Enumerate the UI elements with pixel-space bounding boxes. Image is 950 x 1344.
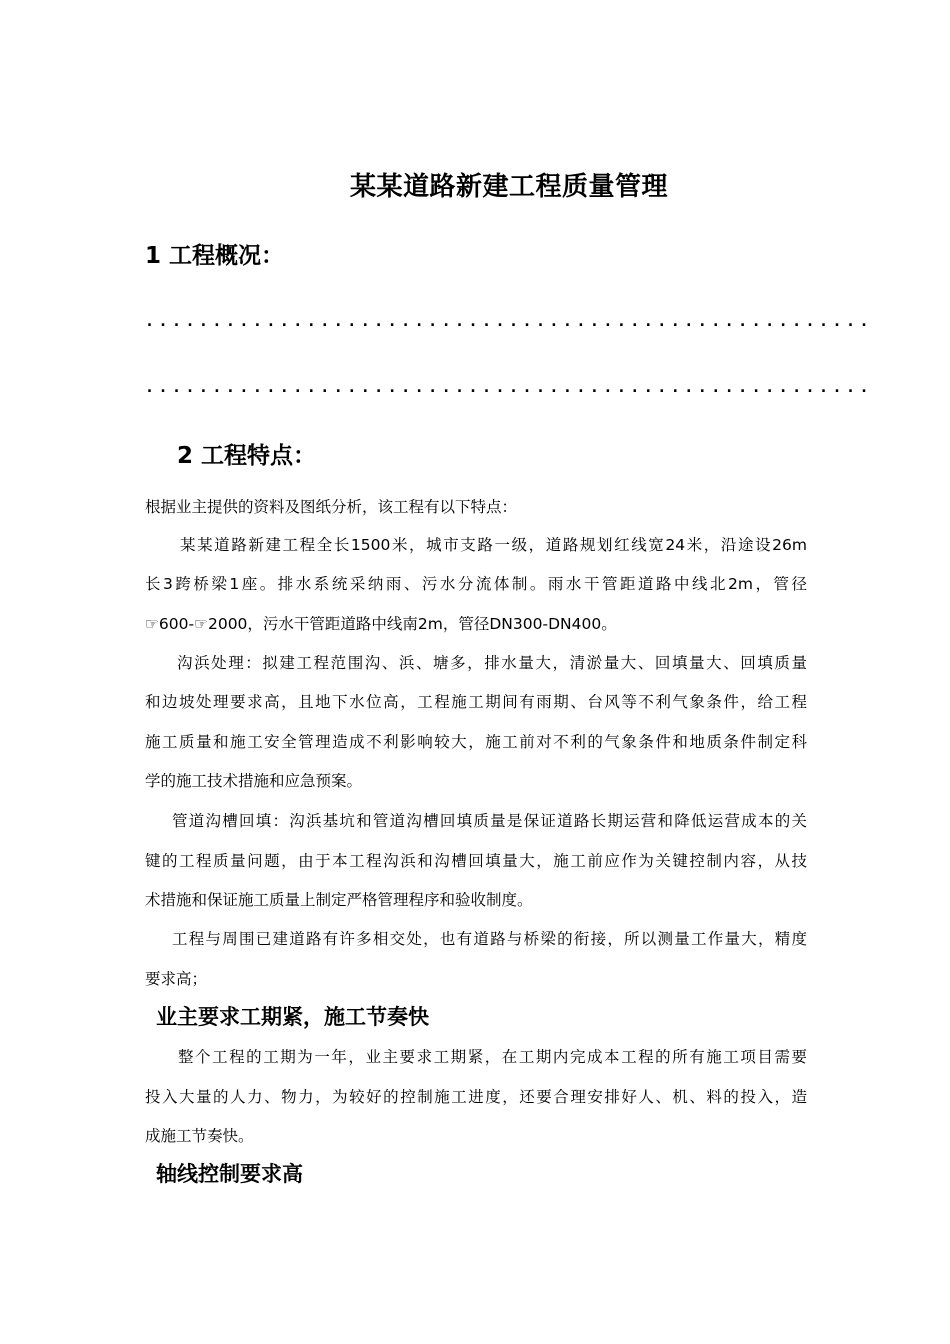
- placeholder-line-1: ......................................................: [145, 312, 873, 330]
- paragraph-line: 施工质量和施工安全管理造成不利影响较大，施工前对不利的气象条件和地质条件制定科: [145, 733, 807, 751]
- paragraph-line: 和边坡处理要求高，且地下水位高，工程施工期间有雨期、台风等不利气象条件，给工程: [145, 693, 807, 711]
- section-2-intro: 根据业主提供的资料及图纸分析，该工程有以下特点：: [145, 498, 518, 516]
- paragraph-line: 整个工程的工期为一年，业主要求工期紧，在工期内完成本工程的所有施工项目需要: [178, 1048, 807, 1066]
- placeholder-line-2: ......................................................: [145, 378, 873, 396]
- paragraph-line: 工程与周围已建道路有许多相交处，也有道路与桥梁的衔接，所以测量工作量大，精度: [172, 930, 807, 948]
- section-2-heading: 2 工程特点：: [177, 443, 317, 469]
- paragraph-line: 沟浜处理：拟建工程范围沟、浜、塘多，排水量大，清淤量大、回填量大、回填质量: [177, 654, 807, 672]
- paragraph-line: 某某道路新建工程全长1500米，城市支路一级，道路规划红线宽24米，沿途设26m: [180, 536, 807, 554]
- paragraph-line: 投入大量的人力、物力，为较好的控制施工进度，还要合理安排好人、机、料的投入，造: [145, 1088, 807, 1106]
- paragraph-line: 管道沟槽回填：沟浜基坑和管道沟槽回填质量是保证道路长期运营和降低运营成本的关: [172, 812, 807, 830]
- paragraph-line: 要求高；: [145, 970, 208, 988]
- document-title: 某某道路新建工程质量管理: [349, 172, 668, 202]
- paragraph-line: 学的施工技术措施和应急预案。: [145, 772, 363, 790]
- paragraph-line: ☞600-☞2000，污水干管距道路中线南2m，管径DN300-DN400。: [145, 615, 617, 633]
- schedule-heading: 业主要求工期紧，施工节奏快: [156, 1005, 429, 1029]
- axis-control-heading: 轴线控制要求高: [156, 1162, 303, 1186]
- paragraph-line: 长3跨桥梁1座。排水系统采纳雨、污水分流体制。雨水干管距道路中线北2m，管径: [145, 575, 807, 593]
- paragraph-line: 键的工程质量问题，由于本工程沟浜和沟槽回填量大，施工前应作为关键控制内容，从技: [145, 852, 807, 870]
- section-1-heading: 1 工程概况：: [145, 243, 285, 269]
- paragraph-line: 术措施和保证施工质量上制定严格管理程序和验收制度。: [145, 891, 533, 909]
- paragraph-line: 成施工节奏快。: [145, 1127, 254, 1145]
